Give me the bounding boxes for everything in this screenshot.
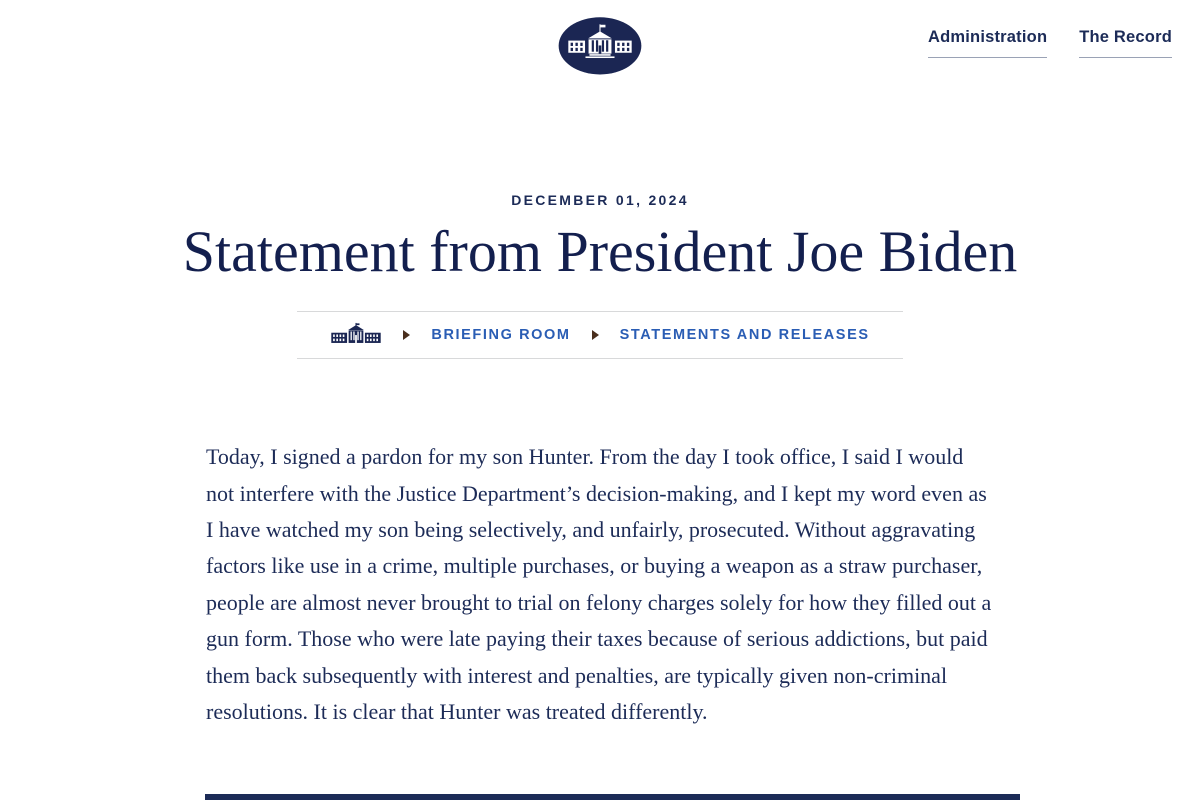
chevron-right-icon — [592, 330, 599, 340]
white-house-logo-icon — [556, 13, 644, 77]
white-house-logo[interactable] — [556, 13, 644, 77]
page-title: Statement from President Joe Biden — [182, 219, 1018, 284]
nav-link-administration[interactable]: Administration — [928, 28, 1047, 58]
clipped-next-line — [205, 794, 1020, 800]
chevron-right-icon — [403, 330, 410, 340]
breadcrumb-statements-and-releases[interactable]: STATEMENTS AND RELEASES — [619, 327, 870, 344]
breadcrumb-briefing-room[interactable]: BRIEFING ROOM — [431, 327, 571, 344]
nav-link-the-record[interactable]: The Record — [1079, 28, 1172, 58]
site-header — [0, 0, 1200, 92]
statement-paragraph: Today, I signed a pardon for my son Hunter. From the day I took office, I said I would not interfere with the Justice Department’s decision-making, and I kept my word even as I have watched my son being selectively, and unfairly, prosecuted. Without aggravating factors like use in a crime, multiple purchases, or buying a weapon as a straw purchaser, people are almost never brought to trial on felony charges solely for how they filled out a gun form. Those who were late paying their taxes because of serious addictions, but paid them back subsequently with interest and penalties, are typically given non-criminal resolutions. It is clear that Hunter was treated differently. — [206, 444, 992, 725]
article — [0, 192, 1200, 731]
header-nav — [928, 28, 1172, 58]
breadcrumb-home-white-house-icon[interactable] — [330, 322, 382, 349]
article-date: DECEMBER 01, 2024 — [511, 192, 689, 208]
breadcrumb — [297, 311, 903, 359]
